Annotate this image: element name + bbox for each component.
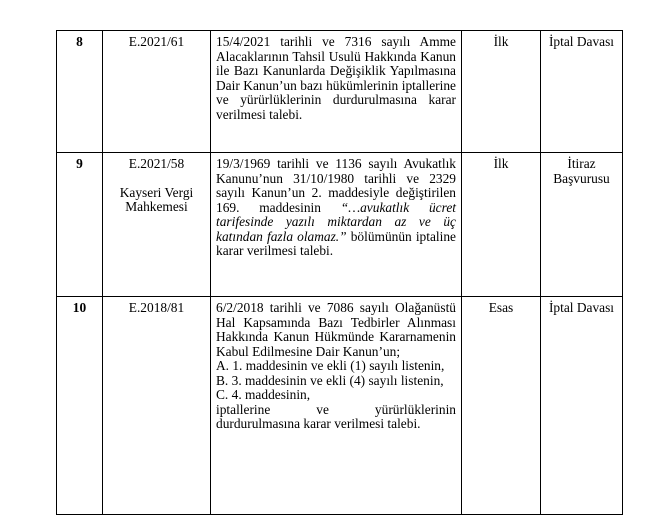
applicant-court: Kayseri Vergi Mahkemesi xyxy=(119,184,194,214)
case-table xyxy=(56,30,623,515)
subject-text: 6/2/2018 tarihli ve 7086 sayılı Olağanüstü Hal Kapsamında Bazı Tedbirler Alınması Hakkında Kanun Hükmünde Kararnamenin Kabul Edilmesine Dair Kanun’un; xyxy=(216,300,456,359)
case-type: İptal Davası xyxy=(541,31,623,153)
review-stage: İlk xyxy=(462,153,541,297)
row-number: 9 xyxy=(57,153,103,297)
case-number: E.2018/81 xyxy=(128,300,185,315)
subject-text-end: iptallerine ve yürürlüklerinin durdurulmasına karar verilmesi talebi. xyxy=(216,401,456,431)
subject-cell xyxy=(211,31,462,153)
table-row xyxy=(57,153,623,297)
subject-text-end: bölümünün iptaline karar verilmesi talebi. xyxy=(216,228,456,258)
subject-text: 15/4/2021 tarihli ve 7316 sayılı Amme Alacaklarının Tahsil Usulü Hakkında Kanun ile Bazı Kanunlarda Değişiklik Yapılmasına Dair Kanun’un bazı hükümlerinin iptallerine ve yürürlüklerinin durdurulmasına karar verilmesi talebi. xyxy=(216,34,456,122)
case-number-cell xyxy=(103,297,211,515)
subject-item-a: A. 1. maddesinin ve ekli (1) sayılı listenin, xyxy=(216,358,445,373)
review-stage: Esas xyxy=(462,297,541,515)
table-row xyxy=(57,297,623,515)
quoted-provision: “…avukatlık ücret tarifesinde yazılı miktardan az ve üç katından fazla olamaz.” xyxy=(216,199,456,244)
subject-cell xyxy=(211,297,462,515)
case-number-cell xyxy=(103,31,211,153)
subject-cell xyxy=(211,153,462,297)
review-stage: İlk xyxy=(462,31,541,153)
table-row xyxy=(57,31,623,153)
case-type: İtiraz Başvurusu xyxy=(541,153,623,297)
row-number: 10 xyxy=(57,297,103,515)
case-number: E.2021/61 xyxy=(128,34,185,49)
case-number-cell xyxy=(103,153,211,297)
case-type: İptal Davası xyxy=(541,297,623,515)
subject-text: 19/3/1969 tarihli ve 1136 sayılı Avukatlık Kanunu’nun 31/10/1980 tarihli ve 2329 sayılı Kanun’un 2. maddesiyle değiştirilen 169. maddesinin xyxy=(216,156,456,215)
subject-item-b: B. 3. maddesinin ve ekli (4) sayılı listenin, xyxy=(216,372,444,388)
row-number: 8 xyxy=(57,31,103,153)
subject-item-c: C. 4. maddesinin, xyxy=(216,387,311,402)
case-number: E.2021/58 xyxy=(128,156,185,171)
